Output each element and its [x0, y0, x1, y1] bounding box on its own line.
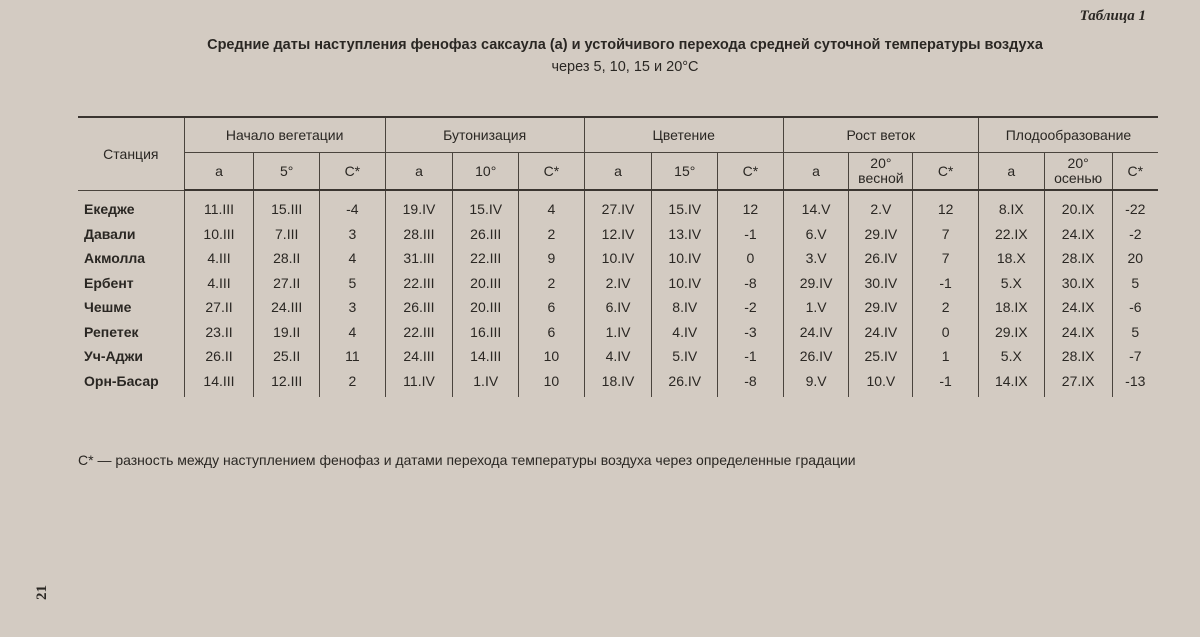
station-name: Давали: [78, 222, 184, 247]
table-cell: 27.IX: [1044, 369, 1112, 398]
table-cell: 23.II: [184, 320, 254, 345]
table-cell: 18.IX: [978, 295, 1044, 320]
table-cell: 15.IV: [453, 190, 519, 222]
station-name: Ербент: [78, 271, 184, 296]
table-cell: 15.IV: [652, 190, 718, 222]
table-cell: -2: [1129, 225, 1142, 242]
table-cell: 4.IV: [584, 344, 652, 369]
table-cell: 18.X: [978, 246, 1044, 271]
table-cell: 24.III: [254, 295, 320, 320]
table-cell: -4: [320, 190, 386, 222]
table-cell: 6.IV: [584, 295, 652, 320]
table-cell: 28.IX: [1044, 246, 1112, 271]
table-row: [78, 246, 1158, 271]
table-cell: 25.IV: [849, 344, 913, 369]
table-cell: 26.II: [184, 344, 254, 369]
table-cell: 3.V: [783, 246, 849, 271]
table-cell: 14.V: [783, 190, 849, 222]
table-cell: 31.III: [385, 246, 453, 271]
table-row: [78, 320, 1158, 345]
table-row: [78, 222, 1158, 247]
table-cell: 14.IX: [978, 369, 1044, 398]
table-cell: 10: [519, 369, 585, 398]
station-name: Чешме: [78, 295, 184, 320]
table-cell: -2: [718, 295, 784, 320]
table-cell: 10.IV: [584, 246, 652, 271]
subheader-c: C*: [718, 153, 784, 191]
table-cell: 25.II: [254, 344, 320, 369]
table-cell: 24.IX: [1044, 320, 1112, 345]
table-cell: 30.IX: [1044, 271, 1112, 296]
table-cell: 5: [1131, 323, 1140, 340]
subheader-c: C*: [1112, 153, 1158, 191]
subheader-a: а: [978, 153, 1044, 191]
table-cell: 9: [519, 246, 585, 271]
table-cell: 12: [913, 190, 979, 222]
table-cell: 27.II: [254, 271, 320, 296]
header-group-branch-growth: Рост веток: [783, 117, 978, 153]
table-cell: 29.IV: [849, 295, 913, 320]
table-cell: 4.III: [184, 271, 254, 296]
table-cell: 29.IX: [978, 320, 1044, 345]
table-cell: 5.X: [978, 344, 1044, 369]
table-cell: 24.IV: [849, 320, 913, 345]
table-cell: 27.IV: [584, 190, 652, 222]
subheader-autumn: осенью: [1054, 170, 1103, 186]
table-cell: 5: [1131, 274, 1140, 291]
table-cell: 1: [913, 344, 979, 369]
table-cell: 27.II: [184, 295, 254, 320]
table-cell: 0: [913, 320, 979, 345]
table-cell: 26.IV: [783, 344, 849, 369]
table-cell: 29.IV: [783, 271, 849, 296]
header-group-budding: Бутонизация: [385, 117, 584, 153]
table-cell: -6: [1129, 299, 1142, 316]
table-cell: 3: [320, 295, 386, 320]
table-cell: 20.IX: [1044, 190, 1112, 222]
table-cell: 22.IX: [978, 222, 1044, 247]
header-group-fruiting: Плодообразование: [978, 117, 1158, 153]
table-cell: 12.IV: [584, 222, 652, 247]
table-cell: 10.III: [184, 222, 254, 247]
header-group-vegetation: Начало вегетации: [184, 117, 385, 153]
title-line-1: Средние даты наступления фенофаз саксаула (а) и устойчивого перехода средней суточной температуры воздуха: [207, 37, 1043, 53]
table-cell: 5: [320, 271, 386, 296]
table-cell: 10.IV: [652, 271, 718, 296]
table-cell: 12.III: [254, 369, 320, 398]
table-cell: 2: [320, 369, 386, 398]
table-cell: 7.III: [254, 222, 320, 247]
footnote: C* — разность между наступлением фенофаз и датами перехода температуры воздуха через определенные градации: [78, 452, 856, 468]
table-cell: 11.III: [184, 190, 254, 222]
table-cell: 4: [320, 320, 386, 345]
station-name: Орн-Басар: [78, 369, 184, 398]
subheader-c: C*: [320, 153, 386, 191]
table-cell: 4.IV: [652, 320, 718, 345]
header-station: Станция: [78, 117, 184, 190]
table-cell: 11.IV: [385, 369, 453, 398]
table-cell: 5.X: [978, 271, 1044, 296]
table-cell: 14.III: [453, 344, 519, 369]
station-name: Акмолла: [78, 246, 184, 271]
table-row: [78, 369, 1158, 398]
table-label: Таблица 1: [1079, 8, 1146, 24]
table-cell: 28.IX: [1044, 344, 1112, 369]
table-cell: 6: [519, 320, 585, 345]
table-cell: 26.III: [453, 222, 519, 247]
table-cell: -1: [913, 369, 979, 398]
table-cell: -7: [1129, 348, 1142, 365]
subheader-15deg: 15°: [652, 153, 718, 191]
subheader-5deg: 5°: [254, 153, 320, 191]
table-cell: 6.V: [783, 222, 849, 247]
table-cell: 9.V: [783, 369, 849, 398]
table-cell: 24.IX: [1044, 222, 1112, 247]
table-cell: 15.III: [254, 190, 320, 222]
table-cell: -13: [1125, 372, 1146, 389]
table-cell: 11: [320, 344, 386, 369]
table-cell: 26.IV: [849, 246, 913, 271]
table-cell: 4: [519, 190, 585, 222]
table-cell: 7: [913, 246, 979, 271]
subheader-c: C*: [913, 153, 979, 191]
table-cell: 20.III: [453, 295, 519, 320]
subheader-20deg-autumn: [1044, 153, 1112, 191]
table-cell: 2: [519, 222, 585, 247]
table-cell: 30.IV: [849, 271, 913, 296]
table-cell: 0: [718, 246, 784, 271]
table-cell: 20: [1127, 250, 1144, 267]
table-cell: 3: [320, 222, 386, 247]
table-cell: 14.III: [184, 369, 254, 398]
table-cell: 6: [519, 295, 585, 320]
header-group-flowering: Цветение: [584, 117, 783, 153]
table-row: [78, 295, 1158, 320]
table-cell: 7: [913, 222, 979, 247]
table-cell: 20.III: [453, 271, 519, 296]
table-cell: 1.IV: [453, 369, 519, 398]
table-cell: 5.IV: [652, 344, 718, 369]
table-cell: 12: [718, 190, 784, 222]
page-number: 21: [34, 585, 50, 600]
table-row: [78, 190, 1158, 222]
subheader-spring: весной: [858, 170, 904, 186]
table-cell: -1: [718, 222, 784, 247]
subheader-20deg-spring: [849, 153, 913, 191]
table-cell: -1: [718, 344, 784, 369]
table-cell: 22.III: [385, 320, 453, 345]
subheader-10deg: 10°: [453, 153, 519, 191]
subheader-a: а: [584, 153, 652, 191]
table-cell: 26.III: [385, 295, 453, 320]
table-cell: 2: [519, 271, 585, 296]
station-name: Екедже: [78, 190, 184, 222]
table-cell: 1.V: [783, 295, 849, 320]
table-cell: 4.III: [184, 246, 254, 271]
table-cell: 10: [519, 344, 585, 369]
table-cell: 24.IX: [1044, 295, 1112, 320]
table-cell: 10.IV: [652, 246, 718, 271]
subheader-c: C*: [519, 153, 585, 191]
table-cell: 2.V: [849, 190, 913, 222]
subheader-20deg: 20°: [1067, 155, 1089, 171]
table-cell: -8: [718, 369, 784, 398]
phenology-table: [78, 116, 1158, 397]
table-cell: 8.IX: [978, 190, 1044, 222]
table-cell: 22.III: [385, 271, 453, 296]
table-cell: 19.II: [254, 320, 320, 345]
subheader-20deg: 20°: [870, 155, 892, 171]
table-cell: 2.IV: [584, 271, 652, 296]
table-cell: 10.V: [849, 369, 913, 398]
table-cell: 16.III: [453, 320, 519, 345]
table-cell: 24.IV: [783, 320, 849, 345]
station-name: Уч-Аджи: [78, 344, 184, 369]
table-cell: 2: [913, 295, 979, 320]
table-cell: -8: [718, 271, 784, 296]
table-cell: 29.IV: [849, 222, 913, 247]
table-row: [78, 344, 1158, 369]
title-line-2: через 5, 10, 15 и 20°C: [551, 59, 699, 75]
station-name: Репетек: [78, 320, 184, 345]
table-cell: 19.IV: [385, 190, 453, 222]
subheader-a: а: [385, 153, 453, 191]
subheader-a: а: [783, 153, 849, 191]
table-cell: 24.III: [385, 344, 453, 369]
table-cell: -22: [1125, 201, 1146, 218]
table-cell: 18.IV: [584, 369, 652, 398]
table-cell: 13.IV: [652, 222, 718, 247]
table-cell: 22.III: [453, 246, 519, 271]
table-row: [78, 271, 1158, 296]
table-cell: 28.III: [385, 222, 453, 247]
table-cell: -1: [913, 271, 979, 296]
subheader-a: а: [184, 153, 254, 191]
table-cell: 4: [320, 246, 386, 271]
table-cell: -3: [718, 320, 784, 345]
table-cell: 26.IV: [652, 369, 718, 398]
table-cell: 8.IV: [652, 295, 718, 320]
table-cell: 28.II: [254, 246, 320, 271]
table-cell: 1.IV: [584, 320, 652, 345]
table-title: [150, 34, 1100, 78]
